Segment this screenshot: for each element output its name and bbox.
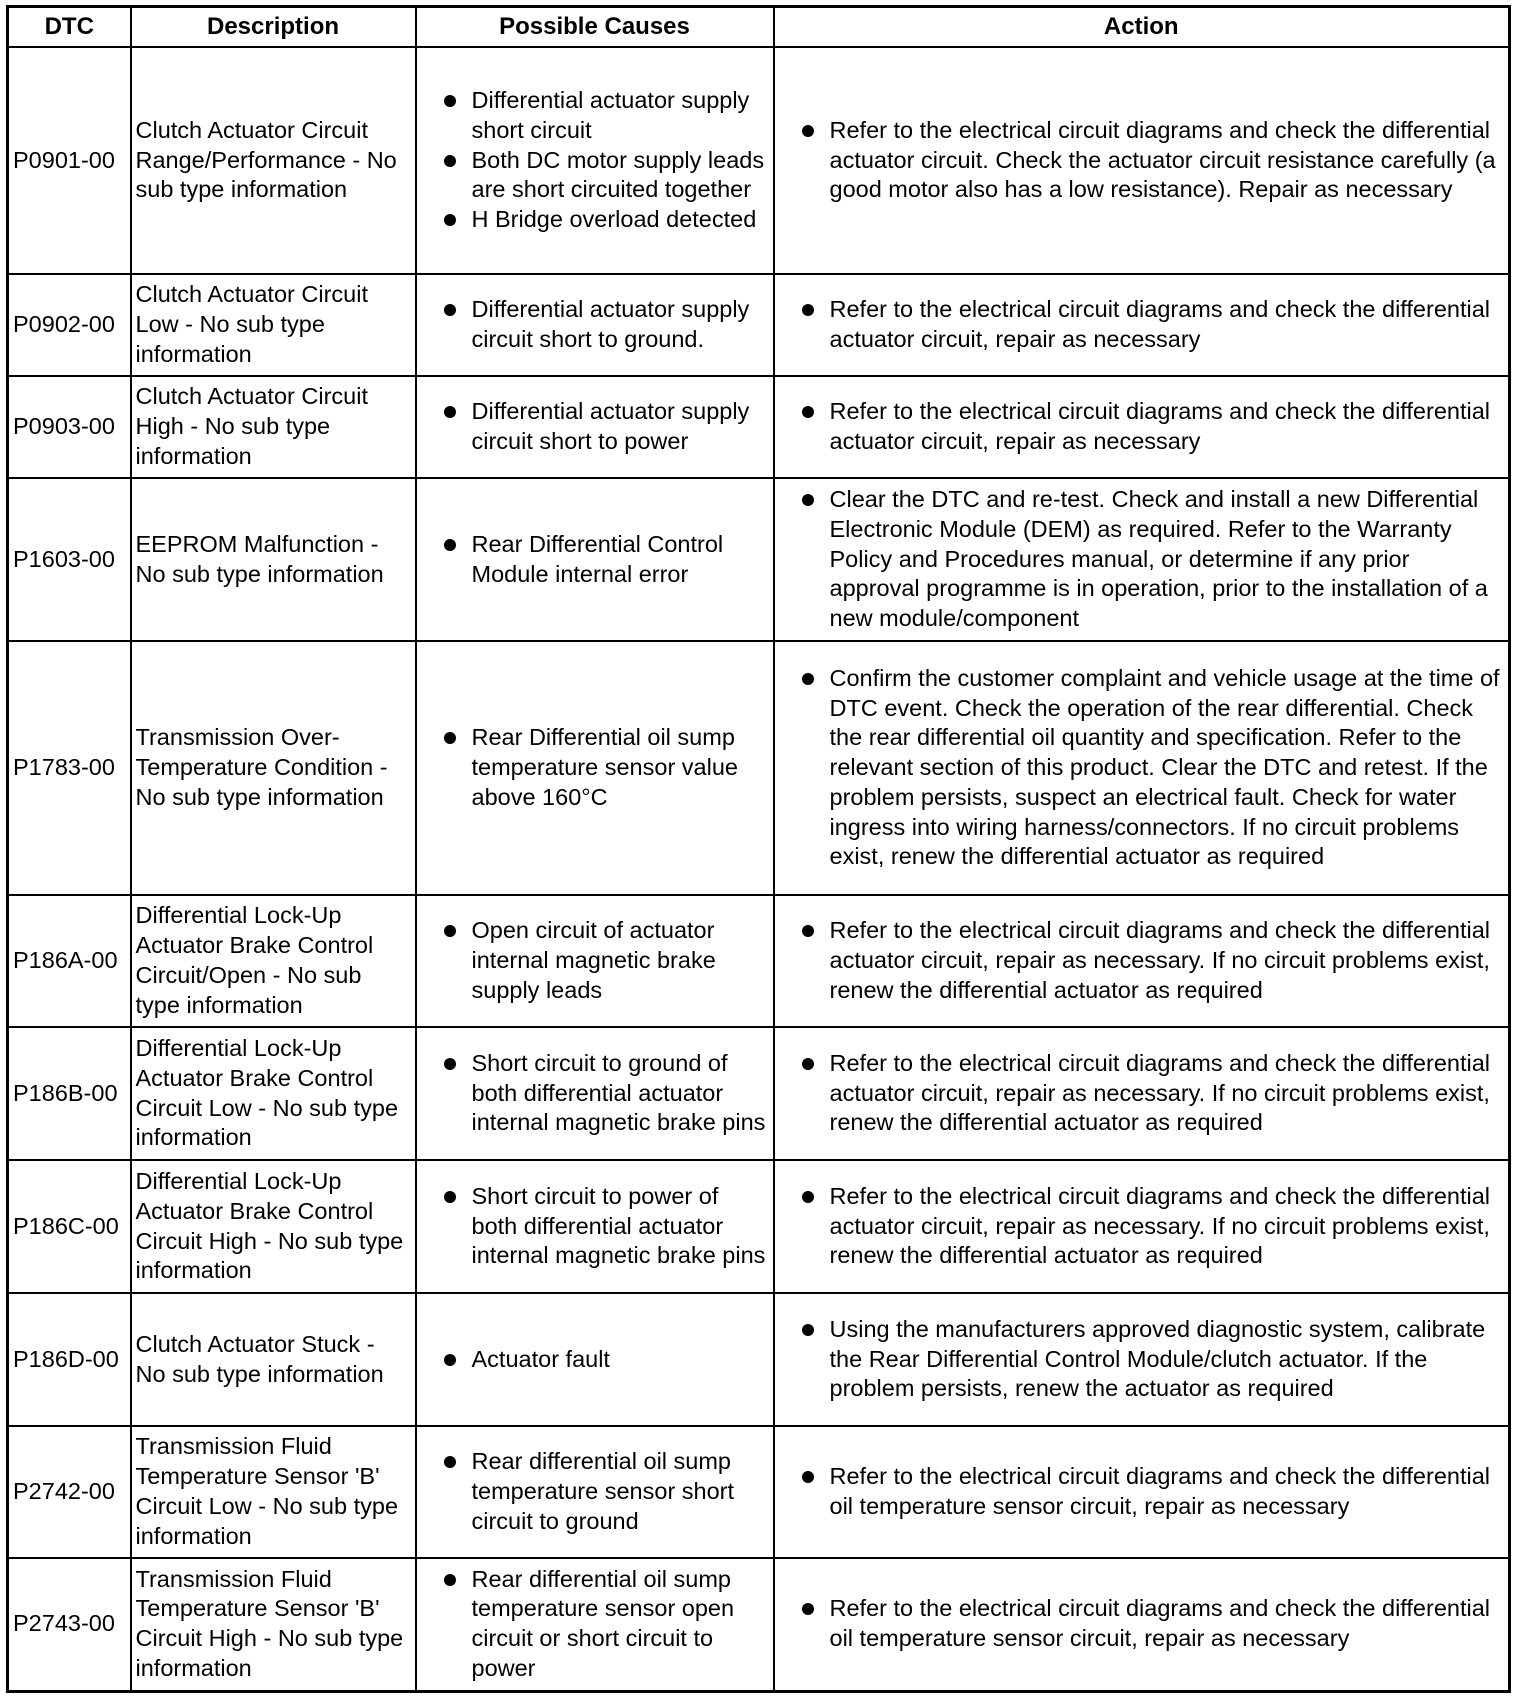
cause-item: Short circuit to power of both differential actuator internal magnetic brake pins [421,1182,769,1271]
possible-causes [416,47,774,274]
table-row [8,376,1510,478]
table-row [8,1293,1510,1426]
possible-causes [416,1293,774,1426]
table-row [8,1160,1510,1293]
action [774,376,1510,478]
cause-item: Rear Differential oil sump temperature sensor value above 160°C [421,723,769,812]
possible-causes [416,274,774,376]
header-possible-causes: Possible Causes [416,7,774,48]
action [774,478,1510,641]
action-item: Clear the DTC and re-test. Check and install a new Differential Electronic Module (DEM) as required. Refer to the Warranty Policy and Procedures manual, or determine if any prior approval programme is in operation, prior to the installation of a new module/component [779,485,1505,634]
dtc-code: P1783-00 [8,641,131,895]
action-item: Refer to the electrical circuit diagrams and check the differential actuator circuit, repair as necessary. If no circuit problems exist, renew the differential actuator as required [779,1049,1505,1138]
possible-causes [416,1426,774,1558]
possible-causes [416,1558,774,1691]
action-item: Refer to the electrical circuit diagrams and check the differential actuator circuit, repair as necessary. If no circuit problems exist, renew the differential actuator as required [779,916,1505,1005]
table-row [8,478,1510,641]
action-item: Using the manufacturers approved diagnostic system, calibrate the Rear Differential Control Module/clutch actuator. If the problem persists, renew the actuator as required [779,1315,1505,1404]
action-item: Refer to the electrical circuit diagrams and check the differential actuator circuit, repair as necessary [779,397,1505,457]
table-row [8,641,1510,895]
action [774,1027,1510,1160]
dtc-description: EEPROM Malfunction - No sub type information [131,478,416,641]
dtc-code: P186B-00 [8,1027,131,1160]
dtc-code: P2742-00 [8,1426,131,1558]
cause-item: Differential actuator supply circuit short to power [421,397,769,457]
table-row [8,1027,1510,1160]
cause-item: Rear differential oil sump temperature sensor open circuit or short circuit to power [421,1565,769,1684]
dtc-description: Clutch Actuator Circuit Low - No sub type information [131,274,416,376]
dtc-description: Transmission Over-Temperature Condition - No sub type information [131,641,416,895]
cause-item: Both DC motor supply leads are short circuited together [421,146,769,206]
action [774,1426,1510,1558]
cause-item: Rear Differential Control Module internal error [421,530,769,590]
possible-causes [416,478,774,641]
action [774,274,1510,376]
possible-causes [416,376,774,478]
action [774,1293,1510,1426]
dtc-table [6,5,1511,1693]
cause-item: Actuator fault [421,1345,769,1375]
dtc-description: Clutch Actuator Stuck - No sub type information [131,1293,416,1426]
action [774,1160,1510,1293]
dtc-description: Transmission Fluid Temperature Sensor 'B' Circuit High - No sub type information [131,1558,416,1691]
cause-item: Differential actuator supply short circuit [421,86,769,146]
dtc-description: Clutch Actuator Circuit Range/Performance - No sub type information [131,47,416,274]
dtc-code: P2743-00 [8,1558,131,1691]
header-row [8,7,1510,48]
action-item: Refer to the electrical circuit diagrams and check the differential actuator circuit, repair as necessary. If no circuit problems exist, renew the differential actuator as required [779,1182,1505,1271]
table-row [8,1426,1510,1558]
dtc-description: Transmission Fluid Temperature Sensor 'B' Circuit Low - No sub type information [131,1426,416,1558]
header-dtc: DTC [8,7,131,48]
action [774,641,1510,895]
dtc-description: Differential Lock-Up Actuator Brake Control Circuit/Open - No sub type information [131,895,416,1027]
dtc-code: P1603-00 [8,478,131,641]
action-item: Refer to the electrical circuit diagrams and check the differential oil temperature sensor circuit, repair as necessary [779,1594,1505,1654]
cause-item: Rear differential oil sump temperature sensor short circuit to ground [421,1447,769,1536]
table-row [8,1558,1510,1691]
table-row [8,47,1510,274]
action-item: Refer to the electrical circuit diagrams and check the differential actuator circuit. Check the actuator circuit resistance carefully (a good motor also has a low resistance). Repair as necessary [779,116,1505,205]
action [774,47,1510,274]
dtc-code: P186C-00 [8,1160,131,1293]
table-row [8,274,1510,376]
possible-causes [416,1027,774,1160]
possible-causes [416,641,774,895]
action-item: Refer to the electrical circuit diagrams and check the differential oil temperature sensor circuit, repair as necessary [779,1462,1505,1522]
cause-item: Open circuit of actuator internal magnetic brake supply leads [421,916,769,1005]
cause-item: H Bridge overload detected [421,205,769,235]
dtc-code: P0901-00 [8,47,131,274]
dtc-description: Clutch Actuator Circuit High - No sub type information [131,376,416,478]
cause-item: Short circuit to ground of both differential actuator internal magnetic brake pins [421,1049,769,1138]
action [774,895,1510,1027]
table-row [8,895,1510,1027]
dtc-description: Differential Lock-Up Actuator Brake Control Circuit High - No sub type information [131,1160,416,1293]
header-action: Action [774,7,1510,48]
dtc-code: P186A-00 [8,895,131,1027]
action [774,1558,1510,1691]
dtc-description: Differential Lock-Up Actuator Brake Control Circuit Low - No sub type information [131,1027,416,1160]
header-description: Description [131,7,416,48]
possible-causes [416,1160,774,1293]
cause-item: Differential actuator supply circuit short to ground. [421,295,769,355]
possible-causes [416,895,774,1027]
dtc-code: P0903-00 [8,376,131,478]
action-item: Refer to the electrical circuit diagrams and check the differential actuator circuit, repair as necessary [779,295,1505,355]
action-item: Confirm the customer complaint and vehicle usage at the time of DTC event. Check the operation of the rear differential. Check the rear differential oil quantity and specification. Refer to the relevant section of this product. Clear the DTC and retest. If the problem persists, suspect an electrical fault. Check for water ingress into wiring harness/connectors. If no circuit problems exist, renew the differential actuator as required [779,664,1505,873]
dtc-code: P186D-00 [8,1293,131,1426]
dtc-code: P0902-00 [8,274,131,376]
